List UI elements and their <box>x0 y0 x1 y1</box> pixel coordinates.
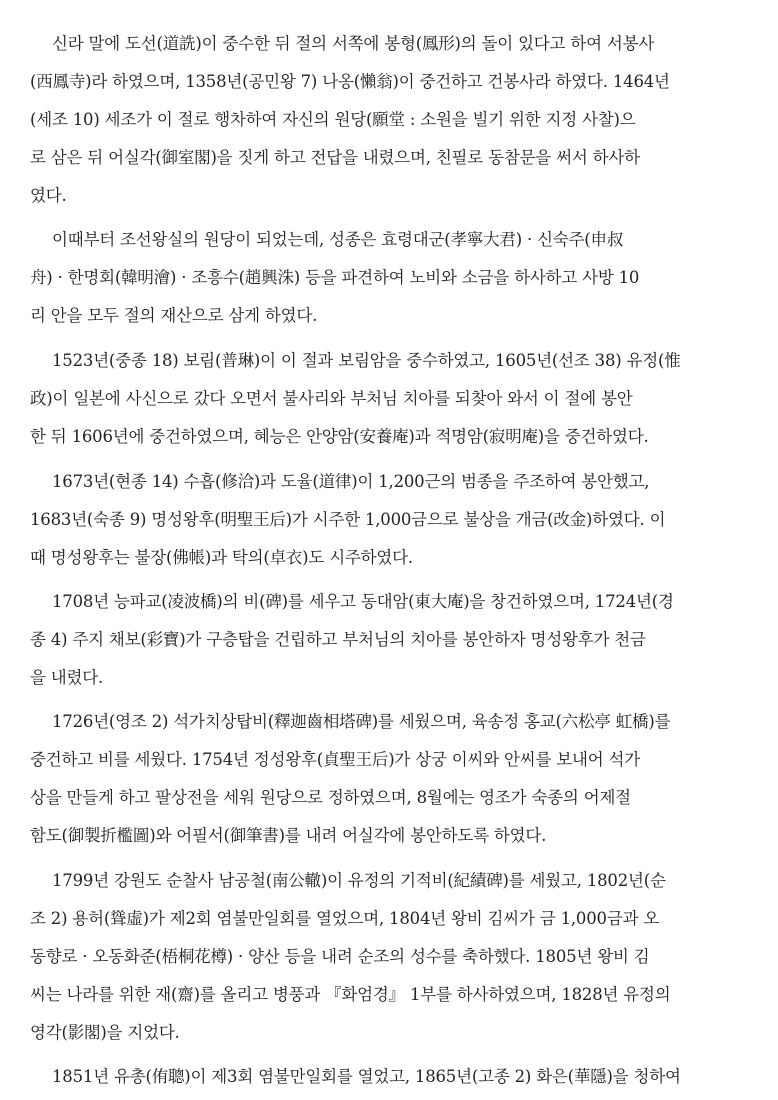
text-line: (세조 10) 세조가 이 절로 행차하여 자신의 원당(願堂 : 소원을 빌기 위한 지정 사찰)으 <box>30 110 636 129</box>
text-line: 리 안을 모두 절의 재산으로 삼게 하였다. <box>30 306 318 325</box>
text-line: 을 내렸다. <box>30 668 104 687</box>
text-line: 로 삼은 뒤 어실각(御室閣)을 짓게 하고 전답을 내렸으며, 친필로 동참문을 써서 하사하 <box>30 148 640 167</box>
text-line: 舟) · 한명회(韓明澮) · 조흥수(趙興洙) 등을 파견하여 노비와 소금을 하사하고 사방 10 <box>30 268 640 287</box>
text-line: 이때부터 조선왕실의 원당이 되었는데, 성종은 효령대군(孝寧大君) · 신숙주(申叔 <box>52 230 624 249</box>
text-line: 조 2) 용허(聳虛)가 제2회 염불만일회를 열었으며, 1804년 왕비 김씨가 금 1,000금과 오 <box>30 909 660 928</box>
text-line: 1799년 강원도 순찰사 남공철(南公轍)이 유정의 기적비(紀績碑)를 세웠고, 1802년(순 <box>52 871 666 890</box>
text-line: 동향로 · 오동화준(梧桐花樽) · 양산 등을 내려 순조의 성수를 축하했다. 1805년 왕비 김 <box>30 947 650 966</box>
text-line: 때 명성왕후는 불장(佛帳)과 탁의(卓衣)도 시주하였다. <box>30 548 413 567</box>
text-line: 중건하고 비를 세웠다. 1754년 정성왕후(貞聖王后)가 상궁 이씨와 안씨를 보내어 석가 <box>30 750 641 769</box>
text-line: 1851년 유총(侑聰)이 제3회 염불만일회를 열었고, 1865년(고종 2) 화은(華隱)을 청하여 <box>52 1067 681 1086</box>
text-line: 1726년(영조 2) 석가치상탑비(釋迦齒相塔碑)를 세웠으며, 육송정 홍교(六松亭 虹橋)를 <box>52 712 671 731</box>
text-line: 상을 만들게 하고 팔상전을 세워 원당으로 정하였으며, 8월에는 영조가 숙종의 어제절 <box>30 788 631 807</box>
text-line: 신라 말에 도선(道詵)이 중수한 뒤 절의 서쪽에 봉형(鳳形)의 돌이 있다고 하여 서봉사 <box>52 34 655 53</box>
text-line: 政)이 일본에 사신으로 갔다 오면서 불사리와 부처님 치아를 되찾아 와서 이 절에 봉안 <box>30 389 633 408</box>
text-line: 한 뒤 1606년에 중건하였으며, 혜능은 안양암(安養庵)과 적명암(寂明庵)을 중건하였다. <box>30 427 649 446</box>
text-line: 함도(御製折檻圖)와 어필서(御筆書)를 내려 어실각에 봉안하도록 하였다. <box>30 826 547 845</box>
text-line: 1523년(중종 18) 보림(普琳)이 이 절과 보림암을 중수하였고, 1605년(선조 38) 유정(惟 <box>52 351 681 370</box>
document-page <box>30 12 742 1092</box>
text-line: (西鳳寺)라 하였으며, 1358년(공민왕 7) 나옹(懶翁)이 중건하고 건봉사라 하였다. 1464년 <box>30 72 670 91</box>
text-line: 1673년(현종 14) 수흡(修洽)과 도율(道律)이 1,200근의 범종을 주조하여 봉안했고, <box>52 472 650 491</box>
text-line: 영각(影閣)을 지었다. <box>30 1023 180 1042</box>
text-line: 1683년(숙종 9) 명성왕후(明聖王后)가 시주한 1,000금으로 불상을 개금(改金)하였다. 이 <box>30 510 666 529</box>
text-line: 1708년 능파교(凌波橋)의 비(碑)를 세우고 동대암(東大庵)을 창건하였으며, 1724년(경 <box>52 592 674 611</box>
text-line: 씨는 나라를 위한 재(齋)를 올리고 병풍과 『화엄경』 1부를 하사하였으며, 1828년 유정의 <box>30 985 671 1004</box>
text-line: 였다. <box>30 186 67 205</box>
text-line: 종 4) 주지 채보(彩寶)가 구층탑을 건립하고 부처님의 치아를 봉안하자 명성왕후가 천금 <box>30 630 646 649</box>
